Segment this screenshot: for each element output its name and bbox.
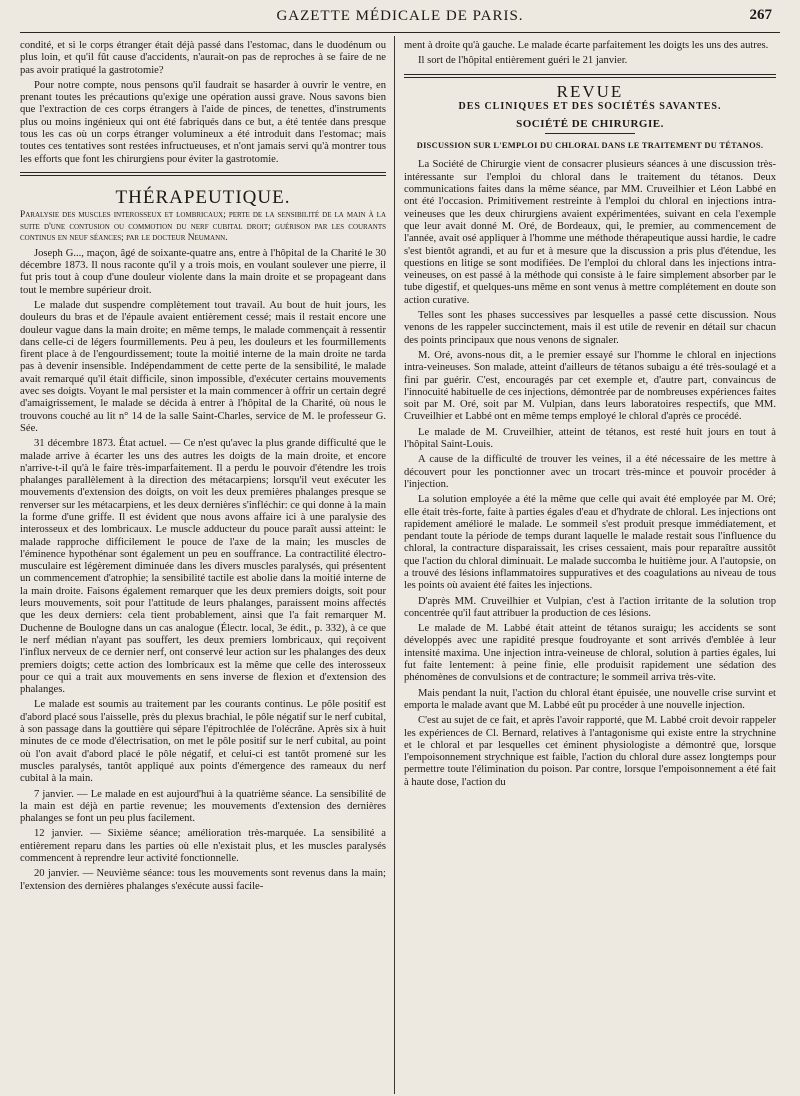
article-title: Paralysie des muscles interosseux et lombricaux; perte de la sensibilité de la main à la suite d'une contusion ou commotion du nerf cubital droit; guérison par les courants continus en neuf séances; par le docteur Neumann. — [20, 210, 386, 244]
right-intro-paragraph: ment à droite qu'à gauche. Le malade écarte parfaitement les doigts les uns des autres. — [404, 40, 769, 51]
right-intro-paragraph: Il sort de l'hôpital entièrement guéri le 21 janvier. — [418, 55, 628, 67]
article-paragraph: 20 janvier. — Neuvième séance: tous les mouvements sont revenus dans la main; l'extension des dernières phalanges s'exécute aussi facile- — [20, 868, 386, 892]
article-paragraph: Joseph G..., maçon, âgé de soixante-quatre ans, entre à l'hôpital de la Charité le 30 décembre 1873. Il nous raconte qu'il y a trois mois, en voulant soulever une pierre, il fut pris tout à coup d'une douleur violente dans la main droite et se propageant dans tout le membre supérieur droit. — [20, 247, 386, 296]
article-paragraph: Le malade de M. Labbé était atteint de tétanos suraigu; les accidents se sont développés avec une rapidité presque foudroyante et sont arrivés d'emblée à leur intensité maxima. Une injection intra-veineuse de chloral, solution à parties égales, lui fut faite lentement: à peine finie, elle produisit rapidement une sédation des phénomènes de convulsions et de contracture; le sommeil arriva très-vite. — [404, 623, 776, 684]
article-paragraph: Telles sont les phases successives par lesquelles a passé cette discussion. Nous venons de les rappeler succinctement, mais il est utile de revenir en détail sur chacun des points principaux que nous venons de signaler. — [404, 310, 776, 346]
article-paragraph: 7 janvier. — Le malade en est aujourd'hui à la quatrième séance. La sensibilité de la main est déjà en partie revenue; les mouvements d'extension des dernières phalanges se font un peu plus facilement. — [20, 788, 386, 825]
article-paragraph: 12 janvier. — Sixième séance; amélioration très-marquée. La sensibilité a entièrement reparu dans les parties où elle n'existait plus, et les muscles paralysés commencent à reprendre leur activité fonctionnelle. — [20, 828, 386, 865]
section-title: THÉRAPEUTIQUE. — [115, 186, 291, 208]
page-number: 267 — [749, 7, 772, 23]
article-paragraph: La solution employée a été la même que celle qui avait été employée par M. Oré; elle était très-forte, faite à parties égales d'eau et d'hydrate de chloral. Les injections ont rapidement amélioré le malade. Le sommeil s'est produit presque immédiatement, et pendant toute la période de temps durant laquelle le malade restait sous l'influence du chloral, la contracture disparaissait, les crises cessaient, mais pour reparaître aussitôt que l'action du chloral diminuait. Le malade succomba le huitième jour. A l'autopsie, on a trouvé des lésions inflammatoires suppuratives et des coagulations au niveau de tous les points où avaient été faites les injections. — [404, 494, 776, 592]
revue-title: REVUE — [556, 81, 624, 101]
page-header — [20, 6, 780, 33]
journal-title: GAZETTE MÉDICALE DE PARIS. — [276, 8, 524, 24]
article-paragraph: A cause de la difficulté de trouver les veines, il a été nécessaire de les mettre à découvert pour les ponctionner avec un trocart très-mince et pouvoir procéder à l'injection. — [404, 454, 776, 490]
right-column — [404, 40, 776, 1090]
section-rule — [20, 172, 386, 176]
column-divider — [394, 36, 395, 1094]
society-heading: SOCIÉTÉ DE CHIRURGIE. — [516, 118, 664, 131]
article-paragraph: Le malade dut suspendre complètement tout travail. Au bout de huit jours, les douleurs du bras et de l'épaule avaient entièrement cessé; mais il restait encore une douleur vague dans la main droite; en même temps, le malade commençait à ressentir dans celle-ci de légers fourmillements. Peu à peu, les douleurs et les fourmillements firent place à de l'engourdissement; toute la moitié interne de la main droite ne tarda pas à devenir insensible. Indépendamment de cette perte de la sensibilité, le malade avait remarqué qu'il était difficile, sinon impossible, d'exécuter certains mouvements avec ses doigts. Voyant le mal persister et la main commencer à offrir un certain degré d'amaigrissement, le malade se décida à entrer à l'hôpital de la Charité, où nous le trouvons couché au lit n° 14 de la salle Saint-Charles, service de M. le professeur G. Sée. — [20, 299, 386, 434]
left-intro-paragraph: condité, et si le corps étranger était déjà passé dans l'estomac, dans le duodénum ou plus loin, et qu'il fût cause d'accidents, n'aurait-on pas de reproches à se faire de ne pas avoir pratiqué la gastrotomie? — [20, 40, 386, 76]
left-intro-paragraph: Pour notre compte, nous pensons qu'il faudrait se hasarder à ouvrir le ventre, en prenant toutes les précautions qu'exige une opération aussi grave. Nous savons bien que l'extraction de ces corps étrangers à l'aide de pinces, de tenettes, d'instruments plus ou moins ingénieux qui ont été fabriqués dans ce but, a été tentée dans presque tous les cas où un corps étranger volumineux a été introduit dans l'estomac; mais toutes ces tentatives sont restées infructueuses, et n'ont jamais servi qu'à montrer tous les efforts que font les chirurgiens pour éviter la gastrotomie. — [20, 79, 386, 165]
article-paragraph: Le malade de M. Cruveilhier, atteint de tétanos, est resté huit jours en tout à l'hôpital Saint-Louis. — [404, 426, 776, 451]
article-paragraph: D'après MM. Cruveilhier et Vulpian, c'est à l'action irritante de la solution trop concentrée qu'il faut attribuer la production de ces lésions. — [404, 595, 776, 619]
article-paragraph: M. Oré, avons-nous dit, a le premier essayé sur l'homme le chloral en injections intra-veineuses. Son malade, atteint d'ailleurs de tétanos subaigu a été très-soulagé et a fini par guérir. C'est, encouragés par cet exemple et, d'autre part, convaincus de l'innocuité habituelle de ces injections, démontrée par de nombreuses expériences faites soit par M. Oré, soit par M. Vulpian, dans leurs laboratoires respectifs, que MM. Cruveilhier et Labbé ont en même temps employé le chloral d'après ce procédé. — [404, 349, 776, 423]
heading-rule — [545, 133, 635, 134]
article-paragraph: C'est au sujet de ce fait, et après l'avoir rapporté, que M. Labbé croit devoir rappeler les expériences de Cl. Bernard, relatives à l'antagonisme qui existe entre la strychnine et le chloral et par lesquelles cet éminent physiologiste a démontré que, lorsque l'empoisonnement strychnique est faible, l'action du chloral dure assez longtemps pour permettre toute l'élimination du poison. Par contre, lorsque l'empoisonnement a été fait à haute dose, l'action du — [404, 715, 776, 788]
article-paragraph: Le malade est soumis au traitement par les courants continus. Le pôle positif est d'abord placé sous l'aisselle, près du plexus brachial, le pôle négatif sur le nerf cubital, à son passage dans la gouttière qui sépare l'épitrochlée de l'olécrâne. Après six à huit minutes de ce mode d'électrisation, on met le pôle positif sur le nerf cubital, au point où l'on avait d'abord placé le pôle négatif, et celui-ci est tantôt promené sur les muscles paralysés, tantôt appliqué aux points d'émergence des rameaux du nerf cubital à la main. — [20, 699, 386, 785]
article-paragraph: 31 décembre 1873. État actuel. — Ce n'est qu'avec la plus grande difficulté que le malade arrive à écarter les uns des autres les doigts de la main droite, et encore n'arrive-t-il qu'à le faire très-imparfaitement. Il a perdu le pouvoir d'étendre les trois phalanges parallèlement à la direction des métacarpiens; lorsqu'il veut exécuter les mouvements d'extension des doigts, on voit les deux premières phalanges presque se renverser sur les métacarpiens, et les deux dernières s'infléchir: ce qui donne à la main la forme d'une griffe. Il est évident que nous avons affaire ici à une paralysie des interosseux et des lombricaux. Le muscle adducteur du pouce paraît aussi atteint: le malade rapproche difficilement le pouce de l'axe de la main; les muscles de l'éminence hypothénar sont également un peu en souffrance. La contractilité électro-musculaire est légèrement diminuée dans les divers muscles paralysés, qui présentent un commencement d'atrophie; la sensibilité tactile est abolie dans la moitié interne de la main droite. Faisons également remarquer que les deux premiers doigts, soit pour leurs mouvements, soit pour l'attitude de leurs phalanges, paraissent moins affectés que les deux derniers: cela tient probablement, ainsi que l'a fait remarquer M. Duchenne de Boulogne dans un cas analogue (Électr. local, 3e édit., p. 332), à ce que le nerf médian n'ayant pas souffert, les deux premiers lombricaux, qui reçoivent l'influx nerveux de ce dernier nerf, ont conservé leur action sur les phalanges des deux premiers doigts; cette action des lombricaux est la même que celle des interosseux pour ce qui a trait aux mouvements en sens inverse de flexion et d'extension des phalanges. — [20, 438, 386, 696]
article-paragraph: Mais pendant la nuit, l'action du chloral étant épuisée, une nouvelle crise survint et emporta le malade avant que M. Labbé eût pu procéder à une nouvelle injection. — [404, 687, 776, 711]
discussion-heading: DISCUSSION SUR L'EMPLOI DU CHLORAL DANS LE TRAITEMENT DU TÉTANOS. — [416, 141, 764, 151]
left-column — [20, 40, 386, 1090]
section-rule — [404, 74, 776, 78]
article-paragraph: La Société de Chirurgie vient de consacrer plusieurs séances à une discussion très-intéressante sur l'emploi du chloral dans le traitement du tétanos. Deux communications faites dans la même séance, par MM. Cruveilhier et Léon Labbé en ont été l'occasion. Primitivement restreinte à l'emploi du chloral en injections intra-veineuses que les deux chirurgiens avaient expérimentées, suivant en cela l'exemple que leur avait donné M. Oré, de Bordeaux, qui, le premier, au commencement de l'année, avait osé appliquer à l'homme une méthode thérapeutique aussi hardie, le cadre s'est bientôt agrandi, et au fur et à mesure que la discussion a pris plus d'étendue, les questions en litige se sont modifiées. De l'emploi du chloral dans les injections intra-veineuses, on est passé à la méthode qui consiste à le faire simplement absorber par le tube digestif, et quelques-uns même en sont venus à mettre complétement en doute son action curative. — [404, 159, 776, 306]
revue-subtitle: DES CLINIQUES ET DES SOCIÉTÉS SAVANTES. — [458, 100, 722, 112]
